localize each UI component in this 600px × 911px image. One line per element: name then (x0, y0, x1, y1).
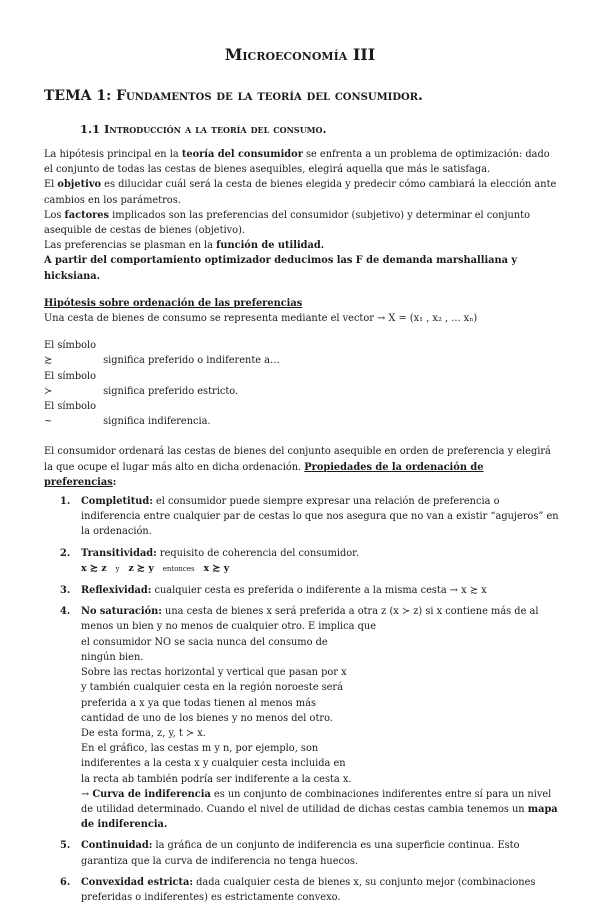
document-body (44, 147, 559, 911)
intro-text: Las preferencias se plasman en la (44, 240, 217, 252)
no-saturacion-line: ningún bien. (81, 651, 144, 663)
no-saturacion-line: la recta ab también podría ser indiferente a la cesta x. (81, 773, 352, 785)
properties-heading: Propiedades de la ordenación de preferencias (44, 461, 484, 488)
mapa-term: mapa de indiferencia (81, 803, 558, 831)
no-saturacion-line: el consumidor NO se sacia nunca del consumo de (81, 636, 328, 648)
symbol-row (44, 338, 559, 368)
arrow-icon: → (81, 788, 90, 800)
property-number: 5. (60, 840, 71, 852)
property-name: Continuidad: (81, 840, 153, 852)
formula-connector: y (115, 564, 120, 573)
no-saturacion-line: indiferentes a la cesta x y cualquier cesta incluida en (81, 758, 346, 770)
formula-term: x ≿ z (81, 562, 107, 574)
no-saturacion-line: Sobre las rectas horizontal y vertical que pasan por x (81, 667, 347, 679)
curva-end: . (163, 819, 168, 831)
intro-bold: factores (64, 209, 110, 221)
property-number: 2. (60, 547, 71, 559)
curva-indiferencia (81, 787, 559, 833)
curva-text: es un conjunto de combinaciones indiferentes entre sí para un nivel de utilidad determinado. Cuando el nivel de utilidad de dichas cestas cambia tenemos un (81, 788, 552, 815)
symbol-label: El símbolo ~ (44, 401, 97, 428)
intro-text: Los (44, 209, 65, 221)
property-item (44, 604, 559, 832)
intro-paragraph-3 (44, 208, 559, 238)
intro-bold: teoría del consumidor (181, 149, 303, 160)
property-number: 1. (60, 496, 71, 508)
properties-list (44, 494, 559, 905)
ordering-paragraph (44, 444, 559, 490)
symbol-label: El símbolo ≻ (44, 370, 97, 397)
intro-text: implicados son las preferencias del consumidor (subjetivo) y determinar el conjunto asequible de cestas de bienes (objetivo). (44, 209, 530, 237)
no-saturacion-line: En el gráfico, las cestas m y n, por ejemplo, son (81, 743, 319, 755)
property-item (44, 494, 559, 540)
transitivity-formula (81, 561, 559, 577)
intro-paragraph-5 (44, 253, 559, 283)
symbol-row (44, 369, 559, 399)
property-item (44, 583, 559, 598)
intro-bold: objetivo (57, 179, 102, 191)
intro-text: El (44, 179, 58, 191)
property-text: el consumidor puede siempre expresar una relación de preferencia o indiferencia entre cualquier par de cestas lo que nos asegura que no van a existir “agujeros” en la ordenación. (81, 496, 559, 538)
course-title: Microeconomía III (224, 45, 376, 64)
property-number: 4. (60, 606, 71, 618)
property-text: requisito de coherencia del consumidor. (156, 547, 359, 559)
intro-bold: función de utilidad. (216, 240, 325, 252)
symbol-meaning: significa preferido o indiferente a… (103, 355, 280, 367)
property-number: 3. (60, 585, 71, 597)
section-title: 1.1 Introducción a la teoría del consumo. (80, 122, 327, 136)
property-item (44, 546, 559, 577)
intro-text: La hipótesis principal en la (44, 149, 182, 160)
property-name: Transitividad: (81, 547, 157, 559)
intro-text: es dilucidar cuál será la cesta de bienes elegida y predecir cómo cambiará la elección ante cambios en los parámetros. (44, 179, 557, 206)
property-item (44, 875, 559, 905)
intro-paragraph-2 (44, 177, 559, 207)
property-item (44, 838, 559, 868)
symbol-meaning: significa indiferencia. (103, 416, 211, 428)
property-name: Convexidad estricta: (81, 876, 194, 888)
property-name: Reflexividad: (81, 585, 152, 597)
intro-paragraph-4 (44, 238, 559, 253)
property-name: No saturación: (81, 606, 162, 618)
property-text: dada cualquier cesta de bienes x, su conjunto mejor (combinaciones preferidas o indiferentes) es estrictamente convexo. (81, 876, 536, 903)
tema-title: TEMA 1: Fundamentos de la teoría del consumidor. (44, 88, 423, 104)
property-text: cualquier cesta es preferida o indiferente a la misma cesta → x ≿ x (151, 585, 487, 597)
no-saturacion-line: y también cualquier cesta en la región noroeste será (81, 682, 343, 694)
intro-text: se enfrenta a un problema de optimización: dado el conjunto de todas las cestas de bienes asequibles, elegirá aquella que más le satisfaga. (44, 149, 550, 176)
symbol-row (44, 399, 559, 429)
vector-definition: Una cesta de bienes de consumo se representa mediante el vector → X = (x₁ , x₂ , ... xₙ) (44, 313, 478, 325)
property-name: Completitud: (81, 496, 153, 508)
no-saturacion-line: preferida a x ya que todas tienen al menos más (81, 697, 316, 709)
intro-bold: A partir del comportamiento optimizador deducimos las F de demanda marshalliana y hicksiana. (44, 255, 518, 282)
no-saturacion-line: De esta forma, z, y, t ≻ x. (81, 727, 206, 739)
property-number: 6. (60, 876, 71, 888)
intro-paragraph-1 (44, 147, 559, 177)
symbol-meaning: significa preferido estricto. (103, 385, 239, 397)
curva-term: Curva de indiferencia (92, 788, 211, 800)
no-saturacion-line: cantidad de uno de los bienes y no menos del otro. (81, 712, 333, 724)
formula-term: z ≿ y (128, 562, 154, 574)
properties-colon: : (112, 476, 117, 488)
hipotesis-heading: Hipótesis sobre ordenación de las preferencias (44, 297, 303, 309)
symbol-label: El símbolo ≿ (44, 340, 97, 367)
property-text: la gráfica de un conjunto de indiferencia es una superficie continua. Esto garantiza que la curva de indiferencia no tenga huecos. (81, 840, 520, 867)
ordering-text: El consumidor ordenará las cestas de bienes del conjunto asequible en orden de preferencia y elegirá la que ocupe el lugar más alto en dicha ordenación. (44, 446, 551, 473)
property-text: una cesta de bienes x será preferida a otra z (x ≻ z) si x contiene más de al menos un bien y no menos de cualquier otro. E implica que (81, 606, 539, 633)
formula-term: x ≿ y (203, 562, 230, 574)
formula-connector: entonces (162, 564, 195, 573)
